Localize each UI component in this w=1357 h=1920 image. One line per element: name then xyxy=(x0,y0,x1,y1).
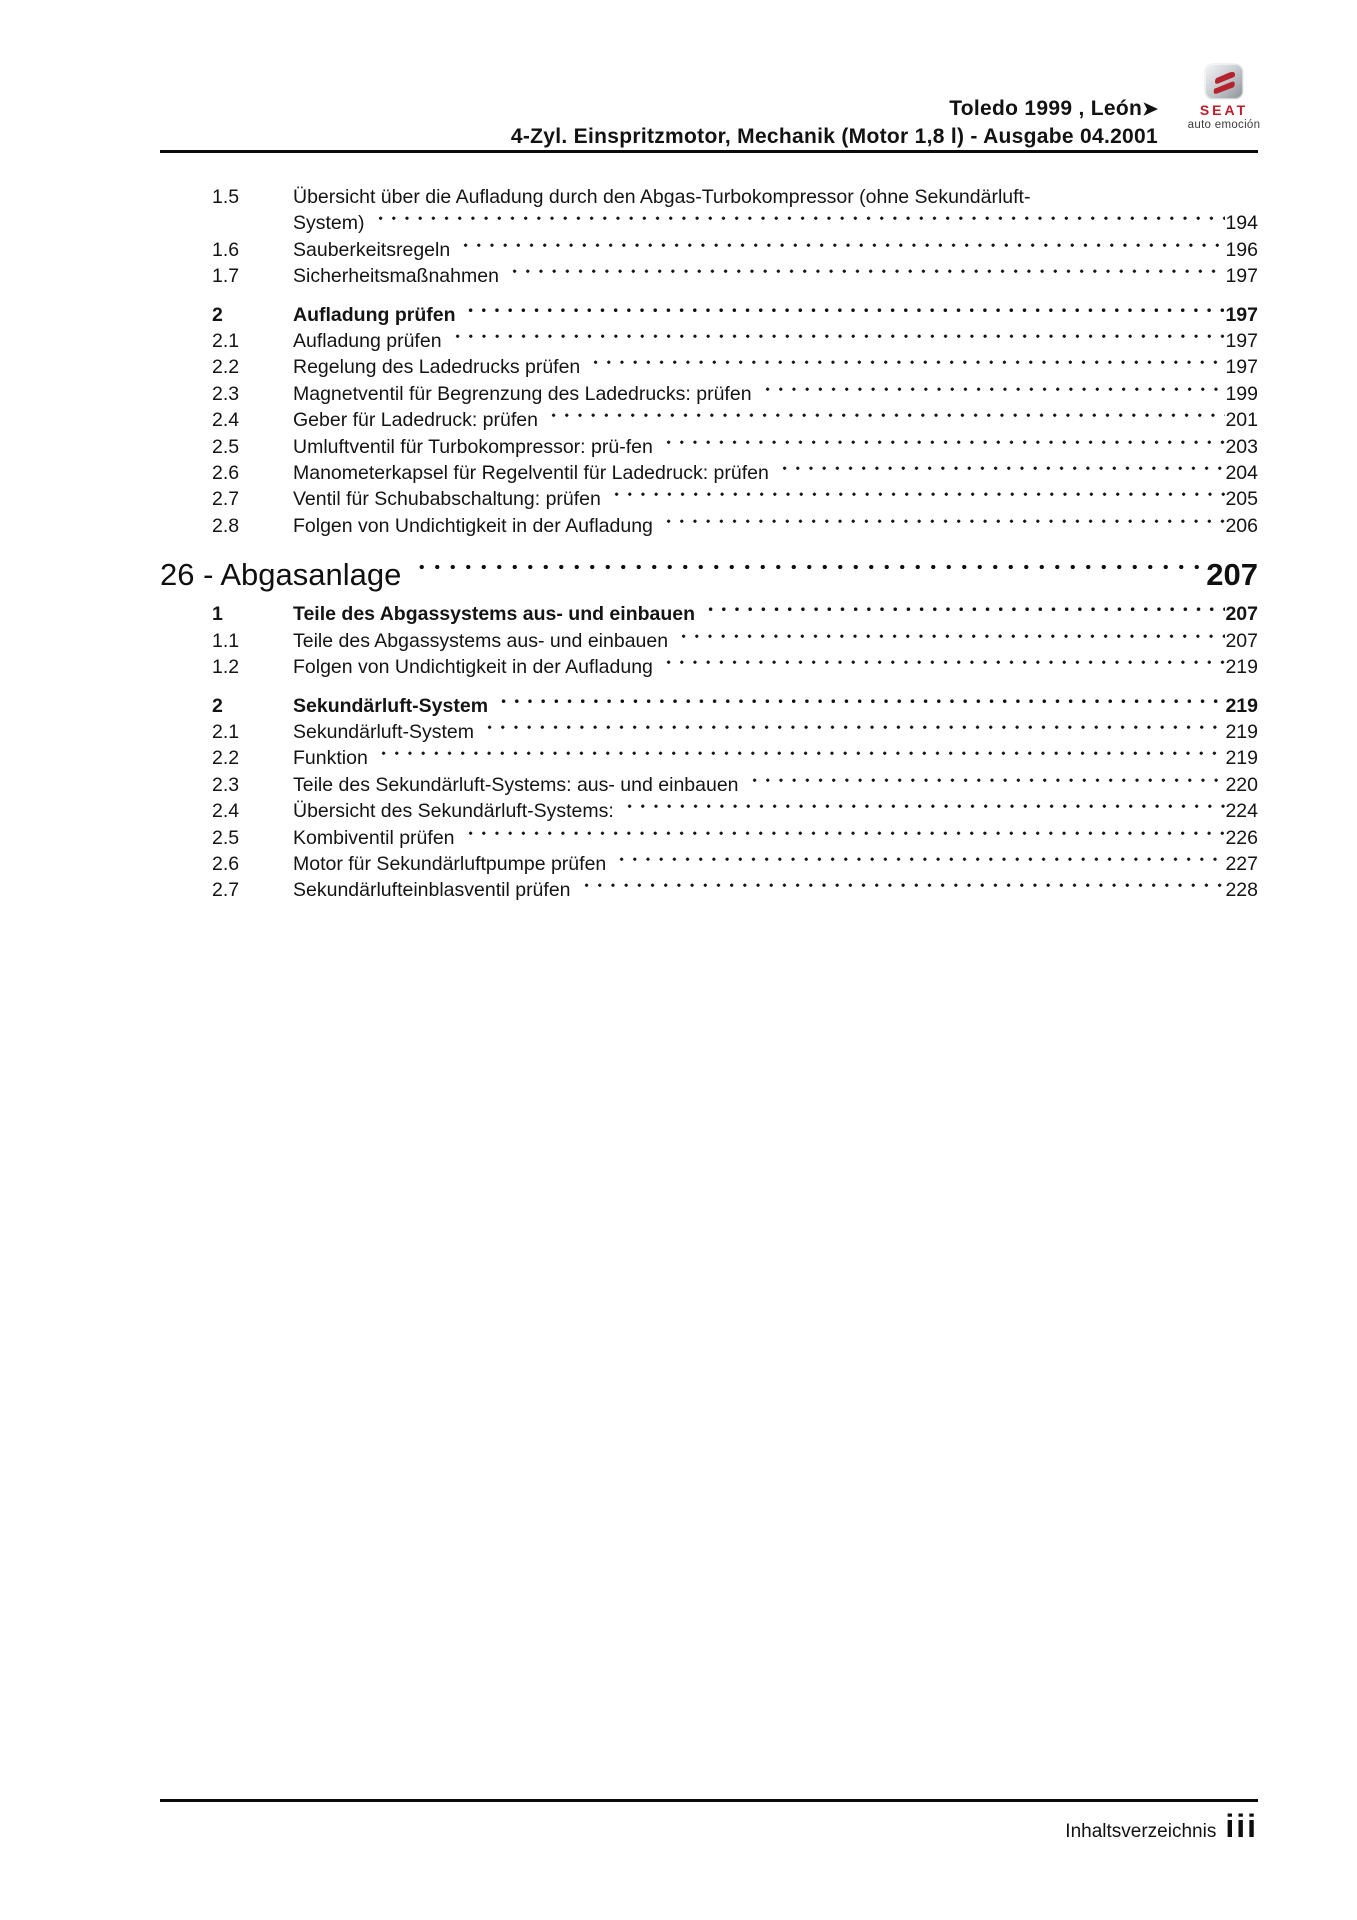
toc-group xyxy=(160,693,1258,904)
toc-entry-number: 2.7 xyxy=(212,879,240,902)
dot-leader xyxy=(746,772,1226,798)
toc-row xyxy=(160,719,1258,745)
toc-group xyxy=(160,184,1258,290)
toc-entry-page: 219 xyxy=(1225,720,1258,743)
dot-leader xyxy=(462,825,1226,851)
dot-leader xyxy=(481,719,1225,745)
toc-entry-title: Teile des Abgassystems aus- und einbauen xyxy=(293,603,696,626)
toc-entry-number: 1.2 xyxy=(212,656,240,679)
seat-logo xyxy=(1176,64,1272,131)
toc-entry-page: 228 xyxy=(1225,879,1258,902)
toc-entry-page: 207 xyxy=(1225,603,1258,626)
toc-chapter-row xyxy=(160,555,1258,595)
toc-entry-number: 2.6 xyxy=(212,462,240,485)
toc-entry-title: System) xyxy=(293,212,365,235)
toc-row xyxy=(160,798,1258,824)
toc-entry-page: 219 xyxy=(1225,694,1258,717)
toc-entry-title: Sekundärluft-System xyxy=(293,720,474,743)
toc-row xyxy=(160,601,1258,627)
seat-wordmark: SEAT xyxy=(1199,102,1249,118)
toc-entry-page: 197 xyxy=(1225,356,1258,379)
header-model-text: Toledo 1999 , León xyxy=(949,97,1143,120)
toc-entry-page: 203 xyxy=(1225,435,1258,458)
toc-entry-page: 224 xyxy=(1225,800,1258,823)
toc-entry-title: Teile des Abgassystems aus- und einbauen xyxy=(293,629,669,652)
toc-row xyxy=(160,460,1258,486)
dot-leader xyxy=(702,601,1225,627)
toc-entry-page: 205 xyxy=(1225,488,1258,511)
toc-entry-title: Sekundärluft-System xyxy=(293,694,489,717)
seat-tagline: auto emoción xyxy=(1187,119,1261,131)
toc-entry-number: 2.6 xyxy=(212,852,240,875)
dot-leader xyxy=(587,354,1225,380)
footer-section-label: Inhaltsverzeichnis xyxy=(1065,1821,1217,1842)
dot-leader xyxy=(449,328,1226,354)
toc-entry-number: 2.4 xyxy=(212,409,240,432)
toc-entry-number-spacer xyxy=(212,210,293,236)
dot-leader xyxy=(660,513,1226,539)
toc-entry-title: Aufladung prüfen xyxy=(293,303,456,326)
toc-entry-title: Übersicht des Sekundärluft-Systems: xyxy=(293,800,614,823)
toc-row xyxy=(160,513,1258,539)
toc-entry-number: 2.5 xyxy=(212,826,240,849)
toc-entry-page: 201 xyxy=(1225,409,1258,432)
toc-entry-page: 194 xyxy=(1225,212,1258,235)
dot-leader xyxy=(506,263,1226,289)
footer-rule xyxy=(160,1799,1258,1802)
dot-leader xyxy=(462,302,1225,328)
toc-entry-number: 2.7 xyxy=(212,488,240,511)
toc-entry-page: 220 xyxy=(1225,773,1258,796)
header-model-line xyxy=(160,95,1158,123)
toc-row xyxy=(160,434,1258,460)
toc-entry-title: Umluftventil für Turbokompressor: prü-fen xyxy=(293,435,653,458)
toc-row xyxy=(160,628,1258,654)
toc-entry-page: 206 xyxy=(1225,514,1258,537)
toc-entry-number: 2.1 xyxy=(212,330,240,353)
dot-leader xyxy=(495,693,1225,719)
dot-leader xyxy=(457,237,1225,263)
toc-entry-page: 207 xyxy=(1225,629,1258,652)
toc-row xyxy=(160,877,1258,903)
toc xyxy=(160,184,1258,916)
toc-entry-page: 227 xyxy=(1225,852,1258,875)
dot-leader xyxy=(545,407,1225,433)
dot-leader xyxy=(759,381,1226,407)
dot-leader xyxy=(621,798,1226,824)
dot-leader xyxy=(675,628,1225,654)
toc-row xyxy=(160,407,1258,433)
seat-badge-icon xyxy=(1205,64,1243,99)
dot-leader xyxy=(660,434,1226,460)
toc-chapter-title: 26 - Abgasanlage xyxy=(160,557,402,593)
header-subtitle-line: 4-Zyl. Einspritzmotor, Mechanik (Motor 1,8 l) - Ausgabe 04.2001 xyxy=(510,125,1158,148)
dot-leader xyxy=(776,460,1226,486)
toc-entry-title: Motor für Sekundärluftpumpe prüfen xyxy=(293,852,607,875)
toc-row xyxy=(160,693,1258,719)
toc-entry-number: 2.1 xyxy=(212,720,240,743)
toc-row xyxy=(160,772,1258,798)
toc-group xyxy=(160,601,1258,680)
toc-row xyxy=(160,825,1258,851)
dot-leader xyxy=(411,555,1206,595)
toc-entry-number: 1.7 xyxy=(212,265,240,288)
dot-leader xyxy=(660,654,1226,680)
toc-entry-page: 219 xyxy=(1225,656,1258,679)
dot-leader xyxy=(608,486,1226,512)
toc-row xyxy=(160,184,1258,210)
toc-entry-number: 2.4 xyxy=(212,800,240,823)
toc-entry-number: 2.2 xyxy=(212,356,240,379)
toc-row xyxy=(160,263,1258,289)
toc-entry-title: Folgen von Undichtigkeit in der Aufladung xyxy=(293,514,653,537)
page-footer xyxy=(160,1808,1258,1845)
toc-entry-title: Kombiventil prüfen xyxy=(293,826,455,849)
header-rule xyxy=(160,150,1258,153)
toc-entry-number: 2.5 xyxy=(212,435,240,458)
toc-row xyxy=(160,302,1258,328)
page-header xyxy=(160,95,1158,150)
toc-entry-title: Geber für Ladedruck: prüfen xyxy=(293,409,538,432)
toc-row-continuation xyxy=(160,210,1258,236)
toc-row xyxy=(160,654,1258,680)
toc-entry-title: Sicherheitsmaßnahmen xyxy=(293,265,499,288)
footer-page-number: iii xyxy=(1225,1808,1258,1844)
toc-entry-number: 2.3 xyxy=(212,773,240,796)
models-onward-arrow-icon: ➤ xyxy=(1142,99,1158,120)
toc-entry-page: 197 xyxy=(1225,303,1258,326)
toc-entry-title: Übersicht über die Aufladung durch den Abgas-Turbokompressor (ohne Sekundärluft- xyxy=(293,186,1031,208)
toc-entry-page: 204 xyxy=(1225,462,1258,485)
toc-entry-number: 2.2 xyxy=(212,747,240,770)
toc-entry-number: 2 xyxy=(212,303,223,326)
toc-entry-number: 1.6 xyxy=(212,238,240,261)
toc-entry-number: 2.3 xyxy=(212,382,240,405)
toc-entry-title: Sekundärlufteinblasventil prüfen xyxy=(293,879,571,902)
toc-entry-title: Sauberkeitsregeln xyxy=(293,238,451,261)
toc-row xyxy=(160,745,1258,771)
dot-leader xyxy=(578,877,1226,903)
toc-entry-page: 197 xyxy=(1225,330,1258,353)
toc-entry-page: 226 xyxy=(1225,826,1258,849)
toc-entry-title: Ventil für Schubabschaltung: prüfen xyxy=(293,488,601,511)
toc-row xyxy=(160,486,1258,512)
toc-entry-page: 219 xyxy=(1225,747,1258,770)
toc-row xyxy=(160,354,1258,380)
toc-entry-title: Magnetventil für Begrenzung des Ladedrucks: prüfen xyxy=(293,382,752,405)
toc-entry-number: 2.8 xyxy=(212,514,240,537)
toc-row xyxy=(160,381,1258,407)
toc-entry-number: 1 xyxy=(212,603,223,626)
toc-row xyxy=(160,328,1258,354)
toc-chapter-page: 207 xyxy=(1206,557,1258,593)
toc-row xyxy=(160,237,1258,263)
toc-entry-number: 2 xyxy=(212,694,223,717)
toc-row xyxy=(160,851,1258,877)
toc-entry-page: 199 xyxy=(1225,382,1258,405)
dot-leader xyxy=(372,210,1226,236)
toc-entry-title: Manometerkapsel für Regelventil für Ladedruck: prüfen xyxy=(293,462,769,485)
toc-entry-title: Aufladung prüfen xyxy=(293,330,442,353)
toc-group xyxy=(160,302,1258,540)
toc-entry-title: Teile des Sekundärluft-Systems: aus- und einbauen xyxy=(293,773,739,796)
toc-entry-number: 1.5 xyxy=(212,186,240,208)
toc-entry-page: 196 xyxy=(1225,238,1258,261)
toc-entry-number: 1.1 xyxy=(212,629,240,652)
toc-entry-title: Folgen von Undichtigkeit in der Aufladung xyxy=(293,656,653,679)
toc-entry-title: Regelung des Ladedrucks prüfen xyxy=(293,356,581,379)
toc-entry-page: 197 xyxy=(1225,265,1258,288)
dot-leader xyxy=(375,745,1226,771)
toc-entry-title: Funktion xyxy=(293,747,368,770)
dot-leader xyxy=(613,851,1225,877)
